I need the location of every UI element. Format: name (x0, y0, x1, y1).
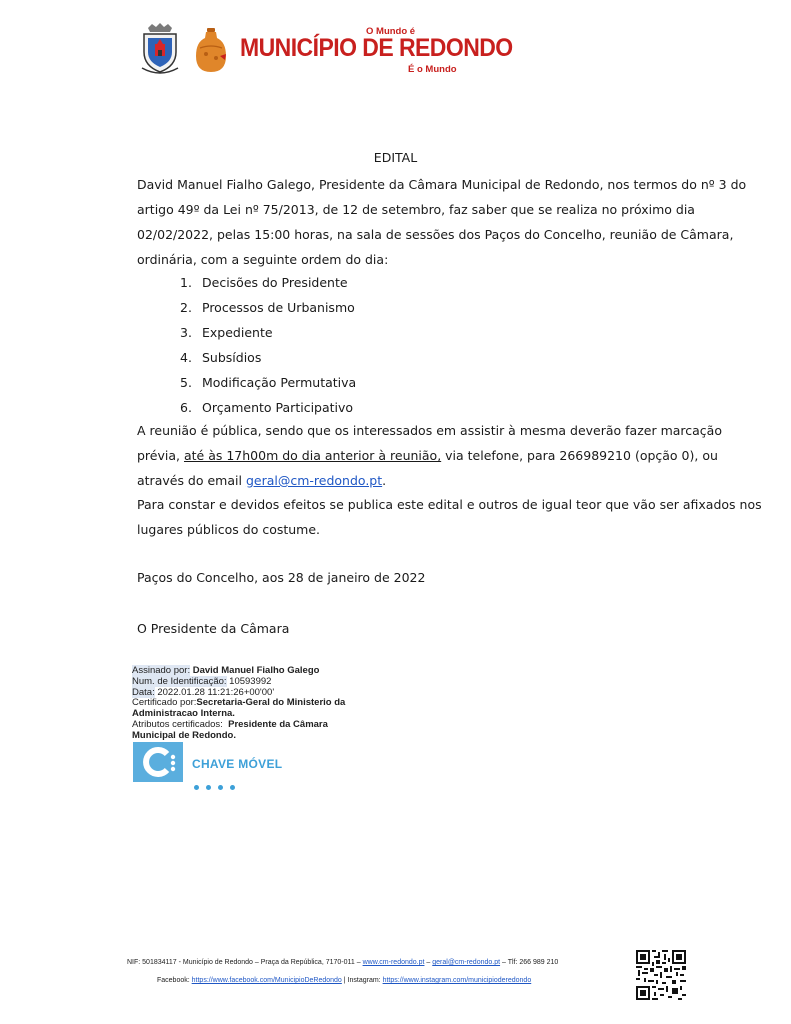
terracotta-jar-icon (192, 26, 230, 74)
agenda-item: 6. Orçamento Participativo (180, 400, 354, 415)
agenda-item: 4. Subsídios (180, 350, 262, 365)
notice-line: prévia, até às 17h00m do dia anterior à reunião, via telefone, para 266989210 (opção 0), ou (137, 448, 718, 463)
brand-tagline-bottom: É o Mundo (408, 64, 457, 75)
agenda-item: 1. Decisões do Presidente (180, 275, 348, 290)
coat-of-arms-icon (138, 22, 182, 76)
facebook-link[interactable]: https://www.facebook.com/MunicipioDeRedondo (191, 977, 342, 984)
intro-paragraph (137, 172, 747, 272)
place-date: Paços do Concelho, aos 28 de janeiro de 2022 (137, 570, 426, 585)
intro-line: artigo 49º da Lei nº 75/2013, de 12 de setembro, faz saber que se realiza no próximo dia (137, 202, 695, 217)
chave-movel-label: CHAVE MÓVEL (192, 757, 283, 771)
footer-line-1: NIF: 501834117 - Município de Redondo – Praça da República, 7170-011 – www.cm-redondo.pt – geral@cm-redondo.pt – Tlf: 266 989 210 (127, 959, 559, 966)
agenda-item: 3. Expediente (180, 325, 273, 340)
deadline-text: até às 17h00m do dia anterior à reunião, (183, 448, 442, 463)
notice-line: através do email geral@cm-redondo.pt. (137, 473, 387, 488)
agenda-item: 2. Processos de Urbanismo (180, 300, 355, 315)
brand-tagline-top: O Mundo é (366, 26, 416, 37)
instagram-link[interactable]: https://www.instagram.com/municipioderedondo (382, 977, 532, 984)
qr-code-icon (636, 950, 686, 1000)
agenda-item: 5. Modificação Permutativa (180, 375, 357, 390)
signature-date: 2022.01.28 11:21:26+00'00' (157, 686, 275, 698)
intro-line: ordinária, com a seguinte ordem do dia: (137, 252, 389, 267)
digital-signature: Assinado por: David Manuel Fialho Galego Num. de Identificação: 10593992 Data: 2022.01.28 11:21:26+00'00' Certificado por:Secretaria-Geral do Ministerio da Administracao Interna. Atributos certificados: Presidente da Câmara Municipal de Redondo. (132, 665, 346, 741)
closing-line: lugares públicos do costume. (137, 522, 321, 537)
signatory-title: O Presidente da Câmara (137, 621, 290, 636)
document-title: EDITAL (373, 150, 418, 165)
email-link[interactable]: geral@cm-redondo.pt (245, 473, 383, 488)
signer-name: David Manuel Fialho Galego (192, 665, 320, 676)
website-link[interactable]: www.cm-redondo.pt (362, 959, 425, 966)
notice-paragraph (137, 418, 722, 493)
closing-line: Para constar e devidos efeitos se publica este edital e outros de igual teor que vão ser afixados nos (137, 497, 762, 512)
intro-line: 02/02/2022, pelas 15:00 horas, na sala de sessões dos Paços do Concelho, reunião de Câmara, (137, 227, 734, 242)
municipality-logo-text: MUNICÍPIO DE REDONDO (240, 34, 513, 62)
agenda-list (180, 270, 356, 420)
footer-email-link[interactable]: geral@cm-redondo.pt (432, 959, 501, 966)
notice-line: A reunião é pública, sendo que os interessados em assistir à mesma deverão fazer marcação (137, 423, 722, 438)
chave-movel-dots (194, 775, 242, 794)
chave-movel-logo-icon (133, 742, 183, 782)
footer-line-2: Facebook: https://www.facebook.com/MunicipioDeRedondo | Instagram: https://www.instagram.com/municipioderedondo (157, 977, 532, 984)
closing-paragraph (137, 492, 762, 542)
intro-line: David Manuel Fialho Galego, Presidente da Câmara Municipal de Redondo, nos termos do nº 3 do (137, 177, 747, 192)
